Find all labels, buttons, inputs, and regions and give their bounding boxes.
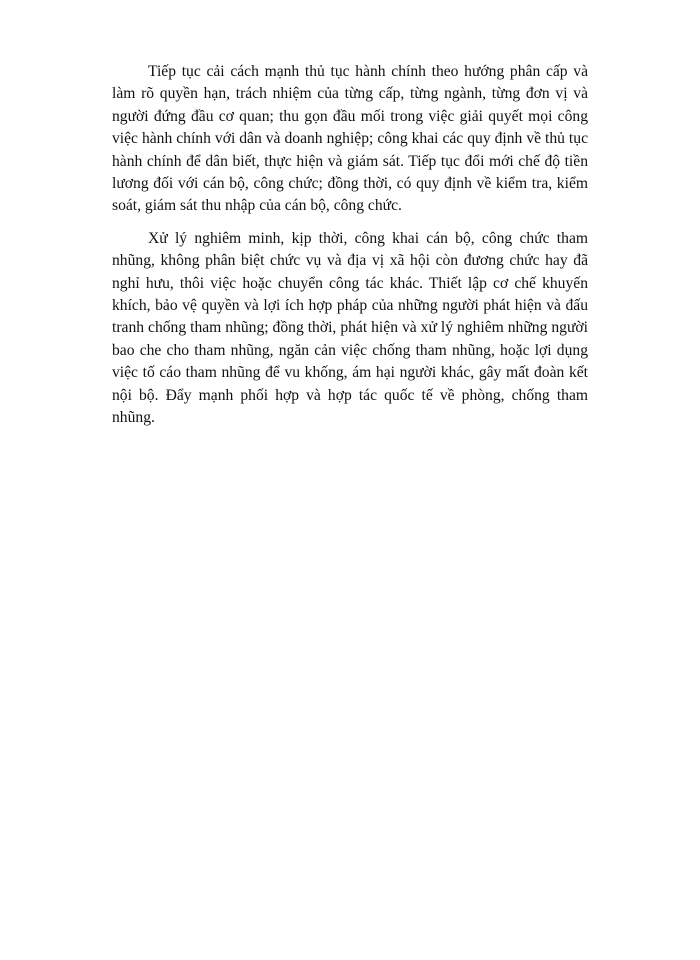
document-body	[112, 61, 588, 440]
paragraph-administrative-reform: Tiếp tục cải cách mạnh thủ tục hành chính theo hướng phân cấp và làm rõ quyền hạn, trách nhiệm của từng cấp, từng ngành, từng đơn vị và người đứng đầu cơ quan; thu gọn đầu mối trong việc giải quyết mọi công việc hành chính với dân và doanh nghiệp; công khai các quy định về thủ tục hành chính để dân biết, thực hiện và giám sát. Tiếp tục đổi mới chế độ tiền lương đối với cán bộ, công chức; đồng thời, có quy định về kiểm tra, kiểm soát, giám sát thu nhập của cán bộ, công chức.	[112, 63, 588, 215]
paragraph-anti-corruption: Xử lý nghiêm minh, kịp thời, công khai cán bộ, công chức tham nhũng, không phân biệt chức vụ và địa vị xã hội còn đương chức hay đã nghỉ hưu, thôi việc hoặc chuyển công tác khác. Thiết lập cơ chế khuyến khích, bảo vệ quyền và lợi ích hợp pháp của những người phát hiện và đấu tranh chống tham nhũng; đồng thời, phát hiện và xử lý nghiêm những người bao che cho tham nhũng, ngăn cản việc chống tham nhũng, hoặc lợi dụng việc tố cáo tham nhũng để vu khống, ám hại người khác, gây mất đoàn kết nội bộ. Đẩy mạnh phối hợp và hợp tác quốc tế về phòng, chống tham nhũng.	[112, 229, 588, 427]
